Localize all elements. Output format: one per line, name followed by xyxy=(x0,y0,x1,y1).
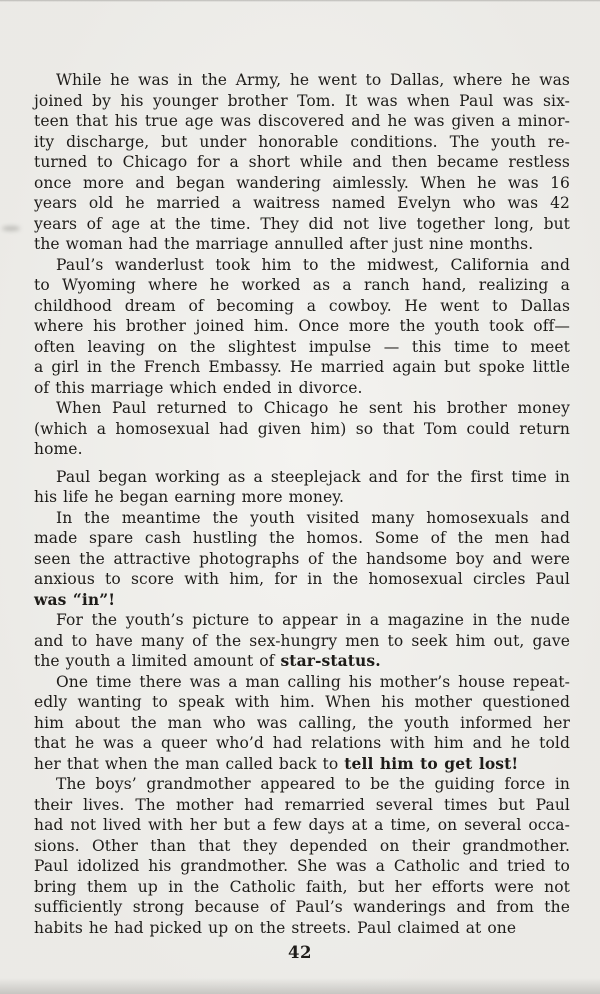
text-segment: habits he had picked up on the streets. Paul claimed at one xyxy=(34,918,517,937)
text-segment: While he was in the Army, he went to Dallas, where he was xyxy=(56,71,570,89)
paragraph xyxy=(34,508,570,611)
text-line xyxy=(34,132,570,153)
text-line xyxy=(34,651,570,672)
text-line xyxy=(34,610,570,631)
text-line xyxy=(34,357,570,378)
text-line xyxy=(34,631,570,652)
text-line xyxy=(34,296,570,317)
text-segment: a girl in the French Embassy. He married again but spoke little xyxy=(34,358,570,376)
text-line xyxy=(34,590,570,611)
text-segment: him about the man who was calling, the youth informed her xyxy=(34,713,570,732)
text-line xyxy=(34,467,570,488)
text-line xyxy=(34,569,570,590)
text-line xyxy=(34,70,570,91)
text-segment: her that when the man called back to xyxy=(34,754,345,773)
text-segment: sufficiently strong because of Paul’s wanderings and from the xyxy=(34,898,570,916)
text-segment: his life he began earning more money. xyxy=(34,488,345,506)
text-line xyxy=(34,713,570,734)
text-line xyxy=(34,91,570,112)
text-line xyxy=(34,173,570,194)
text-line xyxy=(34,255,570,276)
text-segment: In the meantime the youth visited many homosexuals and xyxy=(56,508,570,527)
text-line xyxy=(34,487,570,508)
text-segment: turned to Chicago for a short while and then became restless xyxy=(34,153,570,171)
page-bottom-edge-shadow xyxy=(0,978,600,994)
text-segment: childhood dream of becoming a cowboy. He went to Dallas xyxy=(34,296,570,315)
text-segment: often leaving on the slightest impulse — this time to meet xyxy=(34,337,570,356)
text-segment: bring them up in the Catholic faith, but her efforts were not xyxy=(34,877,570,896)
text-segment: home. xyxy=(34,440,83,458)
text-segment: made spare cash hustling the homos. Some of the men had xyxy=(34,529,570,547)
text-line xyxy=(34,439,570,460)
text-segment: ity discharge, but under honorable conditions. The youth re- xyxy=(34,132,570,151)
text-segment: to Wyoming where he worked as a ranch hand, realizing a xyxy=(34,276,570,294)
paragraph xyxy=(34,70,570,255)
text-line xyxy=(34,795,570,816)
text-segment: sions. Other than that they depended on their grandmother. xyxy=(34,836,570,855)
text-segment: the woman had the marriage annulled after just nine months. xyxy=(34,235,534,253)
text-segment: Paul began working as a steeplejack and for the first time in xyxy=(56,467,570,486)
text-line xyxy=(34,193,570,214)
text-line xyxy=(34,672,570,693)
text-segment: had not lived with her but a few days at a time, on several occa- xyxy=(34,816,570,834)
bold-text-segment: was “in”! xyxy=(34,589,116,609)
text-line xyxy=(34,836,570,857)
text-line xyxy=(34,378,570,399)
page-number: 42 xyxy=(288,943,312,962)
text-line xyxy=(34,549,570,570)
paragraph xyxy=(34,774,570,938)
text-line xyxy=(34,152,570,173)
paragraph xyxy=(34,610,570,672)
text-line xyxy=(34,815,570,836)
text-segment: edly wanting to speak with him. When his mother questioned xyxy=(34,693,570,711)
text-line xyxy=(34,528,570,549)
text-segment: (which a homosexual had given him) so that Tom could return xyxy=(34,419,570,438)
text-line xyxy=(34,508,570,529)
text-segment: their lives. The mother had remarried several times but Paul xyxy=(34,795,570,814)
text-line xyxy=(34,897,570,918)
text-segment: once more and began wandering aimlessly. When he was 16 xyxy=(34,173,570,192)
text-block xyxy=(34,70,570,938)
text-line xyxy=(34,316,570,337)
paragraph xyxy=(34,255,570,399)
text-segment: When Paul returned to Chicago he sent his brother money xyxy=(56,399,570,417)
text-segment: years of age at the time. They did not live together long, but xyxy=(34,214,570,233)
text-line xyxy=(34,754,570,775)
text-line xyxy=(34,337,570,358)
bold-text-segment: star-status. xyxy=(280,651,381,670)
text-segment: For the youth’s picture to appear in a magazine in the nude xyxy=(56,611,570,629)
text-segment: Paul idolized his grandmother. She was a Catholic and tried to xyxy=(34,857,570,875)
text-segment: the youth a limited amount of xyxy=(34,652,281,670)
bold-text-segment: tell him to get lost! xyxy=(344,753,519,773)
text-line xyxy=(34,111,570,132)
text-line xyxy=(34,856,570,877)
text-segment: and to have many of the sex-hungry men to seek him out, gave xyxy=(34,631,570,650)
text-segment: teen that his true age was discovered and he was given a minor- xyxy=(34,112,570,130)
paragraph xyxy=(34,398,570,460)
text-line xyxy=(34,733,570,754)
text-segment: joined by his younger brother Tom. It was when Paul was six- xyxy=(34,91,570,110)
text-segment: where his brother joined him. Once more the youth took off— xyxy=(34,317,570,335)
text-segment: seen the attractive photographs of the handsome boy and were xyxy=(34,549,570,568)
text-line xyxy=(34,774,570,795)
text-line xyxy=(34,234,570,255)
text-line xyxy=(34,419,570,440)
text-line xyxy=(34,918,570,939)
text-segment: The boys’ grandmother appeared to be the guiding force in xyxy=(56,775,570,793)
text-line xyxy=(34,398,570,419)
text-segment: that he was a queer who’d had relations with him and he told xyxy=(34,734,570,752)
paragraph xyxy=(34,672,570,775)
text-segment: Paul’s wanderlust took him to the midwest, California and xyxy=(56,255,570,274)
text-segment: One time there was a man calling his mother’s house repeat- xyxy=(56,672,570,691)
text-line xyxy=(34,275,570,296)
scan-smudge-artifact xyxy=(2,226,20,231)
page-top-edge-shadow xyxy=(0,0,600,2)
text-line xyxy=(34,692,570,713)
text-line xyxy=(34,877,570,898)
text-segment: anxious to score with him, for in the homosexual circles Paul xyxy=(34,570,570,588)
text-segment: years old he married a waitress named Evelyn who was 42 xyxy=(34,194,570,212)
text-segment: of this marriage which ended in divorce. xyxy=(34,378,363,397)
paragraph xyxy=(34,467,570,508)
text-line xyxy=(34,214,570,235)
